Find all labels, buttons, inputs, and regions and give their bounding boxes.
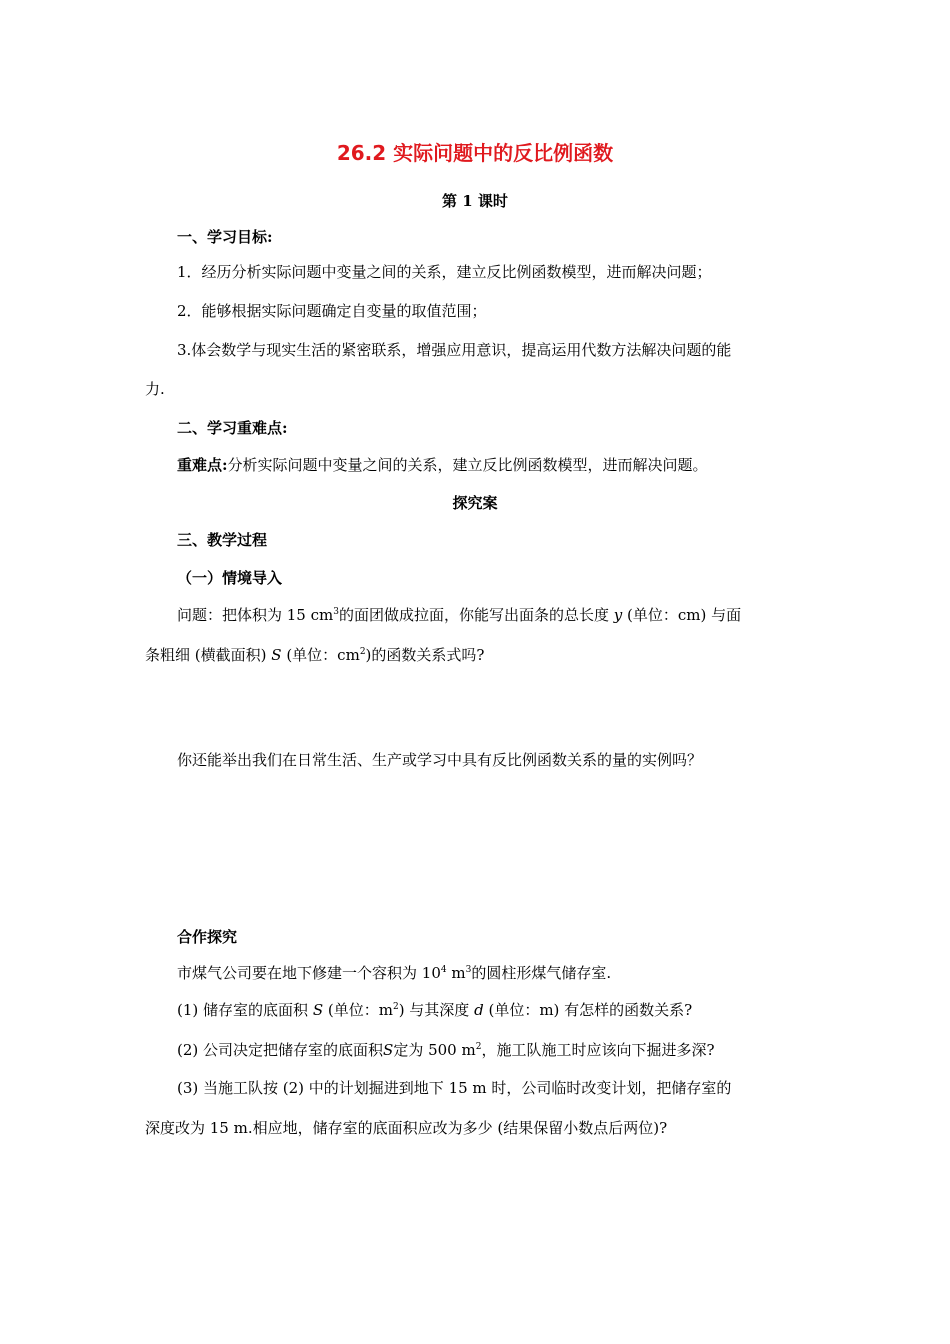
goal-item-1: 1．经历分析实际问题中变量之间的关系，建立反比例函数模型，进而解决问题； bbox=[177, 263, 712, 281]
key-points-label: 重难点: bbox=[177, 456, 228, 474]
coop-question-2: (2) 公司决定把储存室的底面积S定为 500 $m^2$，施工队施工时应该向下掘进多深? bbox=[177, 1041, 715, 1059]
question-1-line-2: 条粗细 (横截面积) S (单位：$cm^2$)的函数关系式吗? bbox=[145, 646, 485, 664]
subsection-intro-heading: （一）情境导入 bbox=[177, 569, 283, 587]
goal-item-2: 2．能够根据实际问题确定自变量的取值范围； bbox=[177, 302, 487, 320]
key-points-text: 分析实际问题中变量之间的关系，建立反比例函数模型，进而解决问题。 bbox=[227, 456, 708, 474]
key-points bbox=[177, 454, 708, 476]
variable-y: y bbox=[613, 606, 623, 624]
goal-item-3: 3.体会数学与现实生活的紧密联系，增强应用意识，提高运用代数方法解决问题的能 bbox=[177, 341, 732, 359]
page-title: 26.2 实际问题中的反比例函数 bbox=[336, 141, 614, 165]
coop-question-3-line-2: 深度改为 15 m.相应地，储存室的底面积应改为多少 (结果保留小数点后两位)? bbox=[145, 1119, 668, 1137]
coop-question-3-line-1: (3) 当施工队按 (2) 中的计划掘进到地下 15 m 时，公司临时改变计划，把储存室的 bbox=[177, 1079, 732, 1097]
coop-question-1: (1) 储存室的底面积 S (单位：$m^2$) 与其深度 d (单位：m) 有怎样的函数关系? bbox=[177, 1001, 693, 1019]
question-2: 你还能举出我们在日常生活、生产或学习中具有反比例函数关系的量的实例吗？ bbox=[177, 751, 703, 769]
lesson-label: 第 1 课时 bbox=[442, 192, 508, 210]
variable-d: d bbox=[474, 1001, 484, 1019]
coop-heading: 合作探究 bbox=[177, 928, 238, 946]
explore-title: 探究案 bbox=[452, 494, 498, 512]
variable-s: S bbox=[312, 1001, 324, 1019]
section1-heading: 一、学习目标: bbox=[177, 228, 273, 246]
goal-item-3-cont: 力. bbox=[145, 380, 165, 398]
section3-heading: 三、教学过程 bbox=[177, 531, 268, 549]
variable-s: S bbox=[271, 646, 282, 664]
variable-s: S bbox=[383, 1041, 394, 1059]
section2-heading: 二、学习重难点: bbox=[177, 419, 288, 437]
question-1-line-1: 问题：把体积为 15 $cm^3$的面团做成拉面，你能写出面条的总长度 y (单位：cm) 与面 bbox=[177, 606, 742, 624]
coop-intro: 市煤气公司要在地下修建一个容积为 $10^4$ $m^3$的圆柱形煤气储存室. bbox=[177, 964, 612, 982]
